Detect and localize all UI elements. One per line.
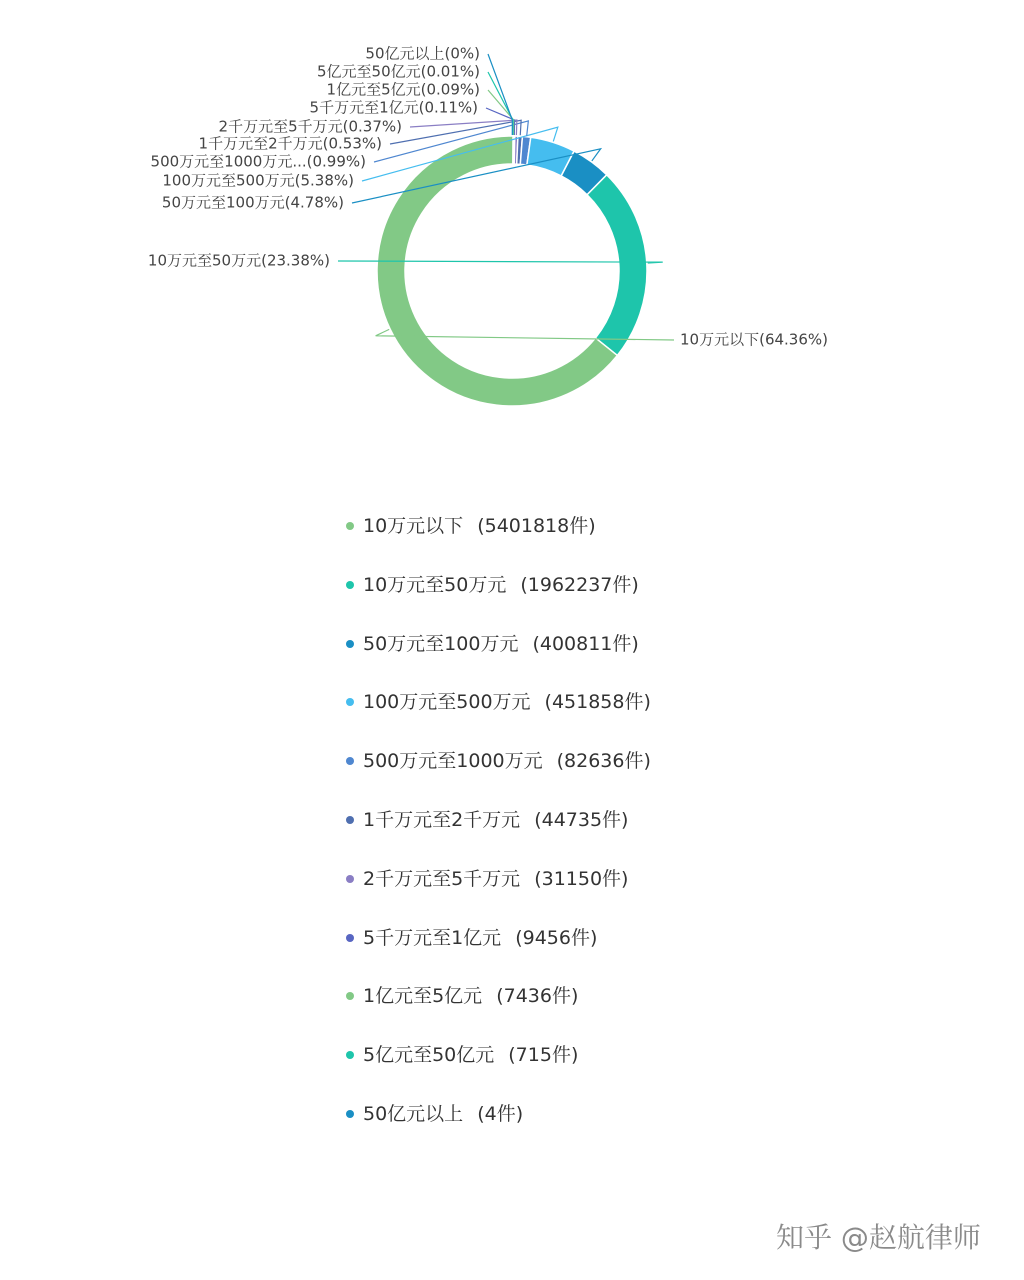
slice-label: 10万元至50万元(23.38%) xyxy=(147,251,330,270)
legend-marker xyxy=(346,875,354,883)
label-leader-line xyxy=(410,120,517,135)
donut-chart xyxy=(0,0,1024,440)
legend-count: (82636件) xyxy=(556,750,651,773)
legend-item[interactable] xyxy=(344,630,651,689)
legend-marker xyxy=(346,640,354,648)
legend-item[interactable] xyxy=(344,982,651,1041)
slice-label: 50亿元以上(0%) xyxy=(365,44,480,63)
legend-label: 50万元至100万元 xyxy=(363,632,519,655)
legend-count: (44735件) xyxy=(534,808,629,831)
chart-legend xyxy=(344,512,651,1159)
donut-slices xyxy=(377,136,647,406)
legend-item[interactable] xyxy=(344,806,651,865)
legend-marker xyxy=(346,1110,354,1118)
legend-label: 50亿元以上 xyxy=(363,1102,464,1125)
legend-marker xyxy=(346,522,354,530)
legend-marker xyxy=(346,1051,354,1059)
legend-item[interactable] xyxy=(344,688,651,747)
slice-labels xyxy=(148,45,828,349)
legend-count: (31150件) xyxy=(534,867,629,890)
legend-count: (7436件) xyxy=(496,985,579,1008)
legend-label: 5亿元至50亿元 xyxy=(363,1044,495,1067)
legend-count: (451858件) xyxy=(544,691,651,714)
slice-label: 500万元至1000万元...(0.99%) xyxy=(150,152,366,171)
slice-label: 2千万元至5千万元(0.37%) xyxy=(218,117,402,136)
legend-label: 10万元以下 xyxy=(363,515,464,537)
slice-label: 1亿元至5亿元(0.09%) xyxy=(326,80,480,99)
legend-marker xyxy=(346,581,354,589)
legend-marker xyxy=(346,934,354,942)
legend-label: 500万元至1000万元 xyxy=(363,750,543,773)
legend-label: 10万元至50万元 xyxy=(363,573,507,596)
legend-count: (715件) xyxy=(508,1044,579,1067)
legend-count: (400811件) xyxy=(532,632,639,655)
legend-label: 5千万元至1亿元 xyxy=(363,926,502,949)
slice-label: 1千万元至2千万元(0.53%) xyxy=(198,134,382,153)
legend-label: 100万元至500万元 xyxy=(363,691,531,714)
legend-count: (9456件) xyxy=(515,926,598,949)
legend-count: (5401818件) xyxy=(477,515,596,537)
legend-marker xyxy=(346,992,354,1000)
legend-item[interactable] xyxy=(344,1100,651,1159)
legend-marker xyxy=(346,757,354,765)
legend-item[interactable] xyxy=(344,747,651,806)
legend-item[interactable] xyxy=(344,865,651,924)
legend-marker xyxy=(346,816,354,824)
slice-label: 10万元以下(64.36%) xyxy=(680,330,828,349)
legend-label: 1亿元至5亿元 xyxy=(363,985,483,1008)
slice-label: 5千万元至1亿元(0.11%) xyxy=(309,98,478,117)
legend-count: (4件) xyxy=(477,1102,524,1125)
legend-count: (1962237件) xyxy=(520,573,639,596)
legend-label: 2千万元至5千万元 xyxy=(363,867,521,890)
legend-item[interactable] xyxy=(344,924,651,983)
legend-marker xyxy=(346,698,354,706)
legend-item[interactable] xyxy=(344,571,651,630)
slice-label: 5亿元至50亿元(0.01%) xyxy=(317,62,480,81)
legend-item[interactable] xyxy=(344,1041,651,1100)
watermark: 知乎 @赵航律师 xyxy=(776,1221,981,1254)
slice-label: 50万元至100万元(4.78%) xyxy=(161,193,344,212)
slice-label: 100万元至500万元(5.38%) xyxy=(162,171,354,190)
legend-item[interactable] xyxy=(344,512,651,571)
legend-label: 1千万元至2千万元 xyxy=(363,808,521,831)
donut-slice[interactable] xyxy=(587,175,647,356)
